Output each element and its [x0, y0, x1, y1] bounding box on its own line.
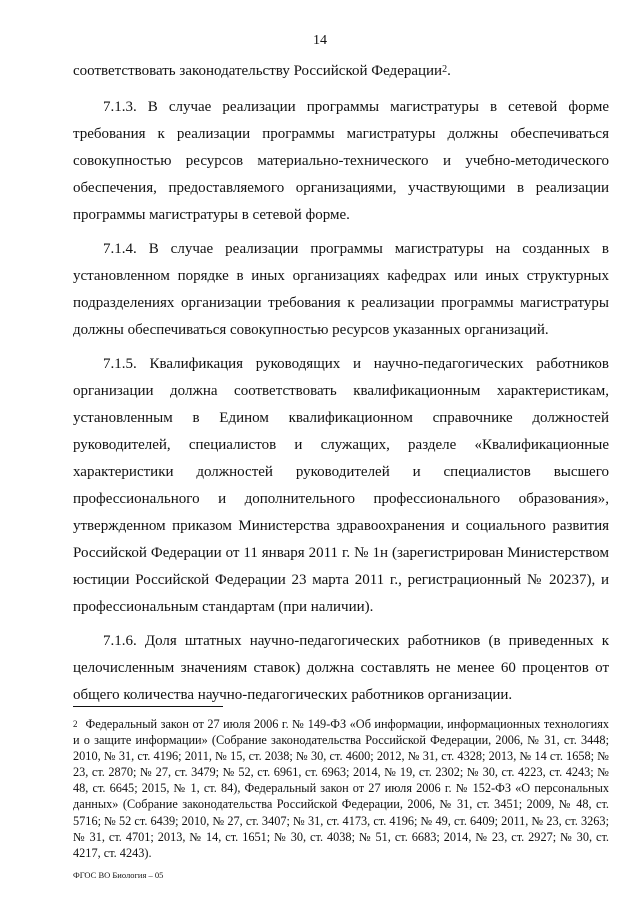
paragraph-text: В случае реализации программы магистратуры в сетевой форме требования к реализации программы магистратуры должны обеспечиваться совокупностью ресурсов материально-технического и учебно-методического обеспечения, предоставляемого организациями, участвующими в реализации программы магистратуры в сетевой форме. — [73, 99, 609, 223]
page-body — [73, 58, 609, 716]
paragraph-number: 7.1.5. — [103, 356, 137, 372]
footnote-text: Федеральный закон от 27 июля 2006 г. № 149-ФЗ «Об информации, информационных технологиях и о защите информации» (Собрание законодательства Российской Федерации, 2006, № 31, ст. 3448; 2010, № 31, ст. 4196; 2011, № 15, ст. 2038; № 30, ст. 4600; 2012, № 31, ст. 4328; 2013, № 14 ст. 1658; № 23, ст. 2870; № 27, ст. 3479; № 52, ст. 6961, ст. 6963; 2014, № 19, ст. 2302; № 30, ст. 4223, ст. 4243; № 48, ст. 6645; 2015, № 1, ст. 84), Федеральный закон от 27 июля 2006 г. № 152-ФЗ «О персональных данных» (Собрание законодательства Российской Федерации, 2006, № 31, ст. 3451; 2009, № 48, ст. 5716; № 52 ст. 6439; 2010, № 27, ст. 3407; № 31, ст. 4173, ст. 4196; № 49, ст. 6409; 2011, № 23, ст. 3263; № 31, ст. 4701; 2013, № 14, ст. 1651; № 30, ст. 4038; № 51, ст. 6683; 2014, № 23, ст. 2927; № 30, ст. 4217, ст. 4243). — [73, 717, 609, 860]
document-footer: ФГОС ВО Биология – 05 — [73, 870, 164, 880]
footnote-divider — [73, 706, 223, 707]
footnote-reference[interactable]: 2 — [442, 64, 448, 75]
paragraph-7-1-4 — [73, 236, 609, 344]
paragraph-number: 7.1.6. — [103, 633, 137, 649]
paragraph-number: 7.1.3. — [103, 99, 137, 115]
continuation-text — [73, 58, 609, 85]
page-number: 14 — [313, 33, 327, 48]
continuation-sentence: соответствовать законодательству Российской Федерации — [73, 63, 443, 79]
paragraph-text: Квалификация руководящих и научно-педагогических работников организации должна соответствовать квалификационным характеристикам, установленным в Едином квалификационном справочнике должностей руководителей, специалистов и служащих, разделе «Квалификационные характеристики должностей руководителей и специалистов высшего профессионального и дополнительного профессионального образования», утвержденном приказом Министерства здравоохранения и социального развития Российской Федерации от 11 января 2011 г. № 1н (зарегистрирован Министерством юстиции Российской Федерации 23 марта 2011 г., регистрационный № 20237), и профессиональным стандартам (при наличии). — [73, 356, 609, 615]
paragraph-text: В случае реализации программы магистратуры на созданных в установленном порядке в иных организациях кафедрах или иных структурных подразделениях организации требования к реализации программы магистратуры должны обеспечиваться совокупностью ресурсов указанных организаций. — [73, 241, 610, 338]
paragraph-7-1-6 — [73, 628, 609, 709]
paragraph-text: Доля штатных научно-педагогических работников (в приведенных к целочисленным значениям ставок) должна составлять не менее 60 процентов от общего количества научно-педагогических работников организации. — [73, 633, 609, 703]
continuation-period: . — [447, 63, 451, 79]
footnote — [73, 716, 609, 861]
paragraph-7-1-5 — [73, 351, 609, 621]
paragraph-7-1-3 — [73, 94, 609, 229]
paragraph-number: 7.1.4. — [103, 241, 137, 257]
footnote-mark: 2 — [73, 719, 78, 729]
